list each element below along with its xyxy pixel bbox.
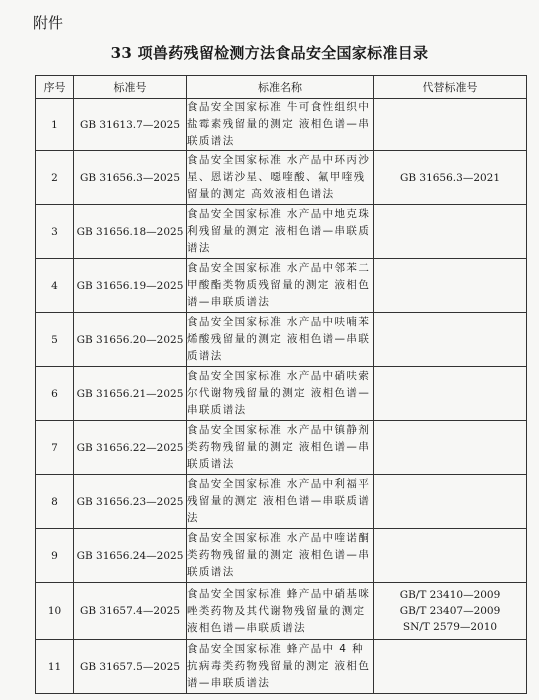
row-name: 食品安全国家标准 水产品中喹诺酮类药物残留量的测定 液相色谱—串联质谱法 — [187, 529, 374, 583]
header-name: 标准名称 — [187, 76, 374, 99]
row-replace — [374, 313, 527, 367]
row-code: GB 31656.21—2025 — [74, 367, 187, 421]
row-name: 食品安全国家标准 蜂产品中硝基咪唑类药物及其代谢物残留量的测定 液相色谱—串联质谱法 — [187, 583, 374, 640]
table-row — [36, 583, 527, 640]
row-replace — [374, 640, 527, 694]
row-no: 2 — [36, 151, 74, 205]
row-no: 3 — [36, 205, 74, 259]
table-row — [36, 313, 527, 367]
row-code: GB 31613.7—2025 — [74, 99, 187, 151]
row-code: GB 31657.5—2025 — [74, 640, 187, 694]
row-no: 1 — [36, 99, 74, 151]
row-no: 8 — [36, 475, 74, 529]
row-replace — [374, 367, 527, 421]
row-no: 7 — [36, 421, 74, 475]
table-row — [36, 640, 527, 694]
row-no: 9 — [36, 529, 74, 583]
row-name: 食品安全国家标准 蜂产品中 4 种抗病毒类药物残留量的测定 液相色谱—串联质谱法 — [187, 640, 374, 694]
header-replace: 代替标准号 — [374, 76, 527, 99]
row-code: GB 31656.18—2025 — [74, 205, 187, 259]
row-code: GB 31656.20—2025 — [74, 313, 187, 367]
table-row — [36, 529, 527, 583]
table-row — [36, 151, 527, 205]
row-name: 食品安全国家标准 水产品中地克珠利残留量的测定 液相色谱—串联质谱法 — [187, 205, 374, 259]
row-name: 食品安全国家标准 牛可食性组织中盐霉素残留量的测定 液相色谱—串联质谱法 — [187, 99, 374, 151]
row-code: GB 31656.19—2025 — [74, 259, 187, 313]
annex-label: 附件 — [33, 14, 64, 32]
row-no: 4 — [36, 259, 74, 313]
row-replace — [374, 529, 527, 583]
row-replace — [374, 421, 527, 475]
row-code: GB 31656.3—2025 — [74, 151, 187, 205]
table-row — [36, 205, 527, 259]
header-no: 序号 — [36, 76, 74, 99]
table-row — [36, 99, 527, 151]
row-no: 11 — [36, 640, 74, 694]
row-no: 5 — [36, 313, 74, 367]
row-replace — [374, 259, 527, 313]
row-replace — [374, 99, 527, 151]
header-code: 标准号 — [74, 76, 187, 99]
document-title: 33 项兽药残留检测方法食品安全国家标准目录 — [110, 44, 429, 62]
row-code: GB 31656.23—2025 — [74, 475, 187, 529]
row-no: 6 — [36, 367, 74, 421]
row-replace — [374, 475, 527, 529]
row-no: 10 — [36, 583, 74, 640]
row-code: GB 31657.4—2025 — [74, 583, 187, 640]
row-code: GB 31656.22—2025 — [74, 421, 187, 475]
row-name: 食品安全国家标准 水产品中镇静剂类药物残留量的测定 液相色谱—串联质谱法 — [187, 421, 374, 475]
table-row — [36, 367, 527, 421]
table-row — [36, 421, 527, 475]
row-replace: GB 31656.3—2021 — [374, 151, 527, 205]
row-code: GB 31656.24—2025 — [74, 529, 187, 583]
table-row — [36, 259, 527, 313]
row-name: 食品安全国家标准 水产品中环丙沙星、恩诺沙星、噁喹酸、氟甲喹残留量的测定 高效液相色谱法 — [187, 151, 374, 205]
row-name: 食品安全国家标准 水产品中呋喃苯烯酸残留量的测定 液相色谱—串联质谱法 — [187, 313, 374, 367]
row-replace: GB/T 23410—2009 GB/T 23407—2009 SN/T 2579—2010 — [374, 583, 527, 640]
row-name: 食品安全国家标准 水产品中硝呋索尔代谢物残留量的测定 液相色谱—串联质谱法 — [187, 367, 374, 421]
table-header-row — [36, 76, 527, 99]
standards-table — [35, 75, 527, 694]
row-name: 食品安全国家标准 水产品中利福平残留量的测定 液相色谱—串联质谱法 — [187, 475, 374, 529]
row-name: 食品安全国家标准 水产品中邻苯二甲酸酯类物质残留量的测定 液相色谱—串联质谱法 — [187, 259, 374, 313]
table-row — [36, 475, 527, 529]
row-replace — [374, 205, 527, 259]
